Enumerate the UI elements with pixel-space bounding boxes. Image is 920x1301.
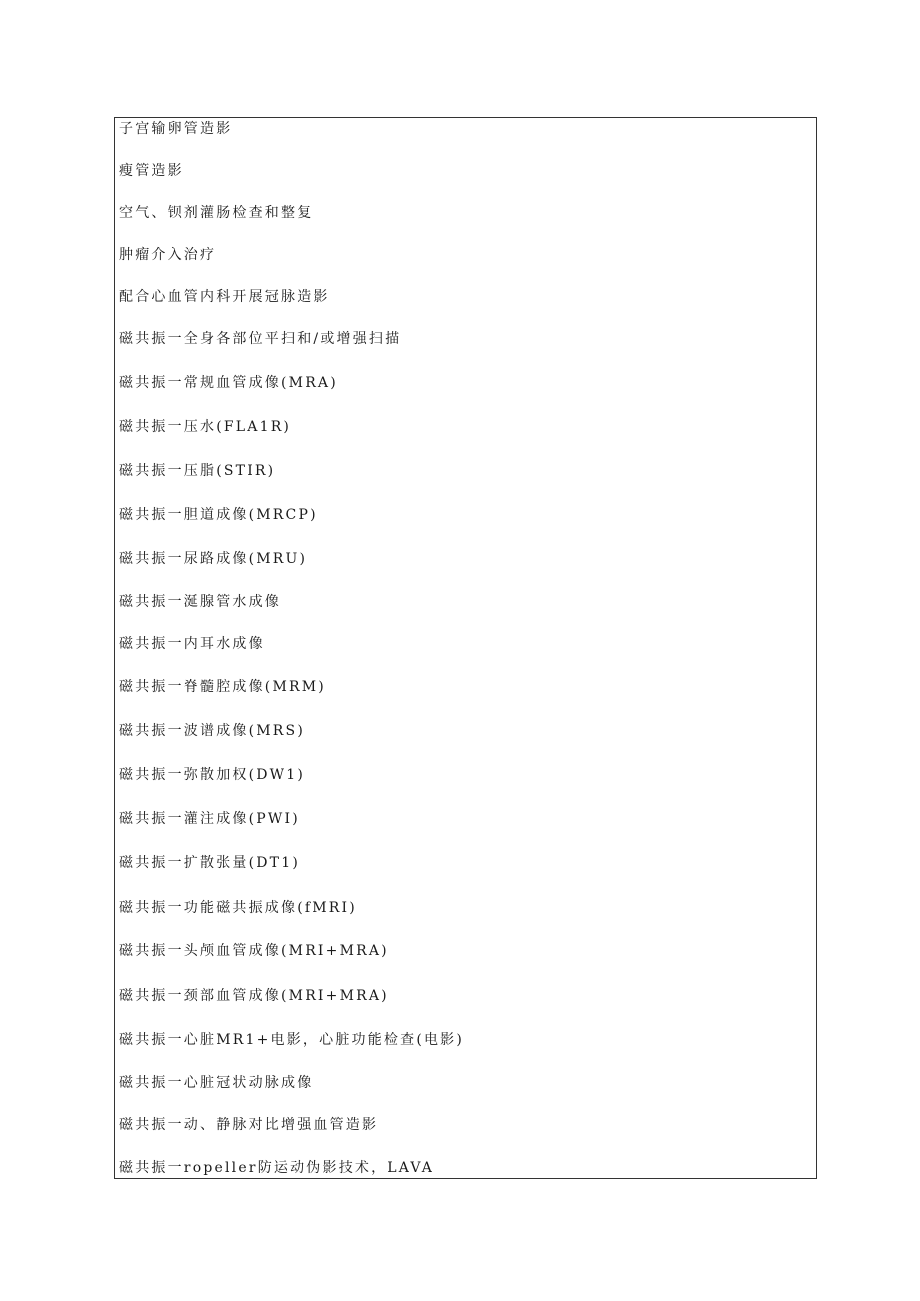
- list-item: 磁共振一脊髓腔成像(MRM): [119, 679, 326, 695]
- list-item: 磁共振一压水(FLA1R): [119, 419, 292, 435]
- list-item: 磁共振一涎腺管水成像: [119, 594, 281, 610]
- list-item: 肿瘤介入治疗: [119, 247, 217, 263]
- list-item: 子宫输卵管造影: [119, 121, 233, 137]
- list-item: 磁共振一颈部血管成像(MRI+MRA): [119, 988, 389, 1004]
- list-item: 磁共振一ropeller防运动伪影技术，LAVA: [119, 1160, 435, 1176]
- list-item: 空气、钡剂灌肠检查和整复: [119, 205, 314, 221]
- list-item: 磁共振一弥散加权(DW1): [119, 767, 306, 783]
- list-item: 磁共振一扩散张量(DT1): [119, 855, 300, 871]
- list-item: 磁共振一波谱成像(MRS): [119, 723, 305, 739]
- list-item: 磁共振一压脂(STIR): [119, 463, 276, 479]
- list-item: 磁共振一头颅血管成像(MRI+MRA): [119, 943, 389, 959]
- list-item: 磁共振一心脏冠状动脉成像: [119, 1075, 314, 1091]
- list-item: 磁共振一胆道成像(MRCP): [119, 507, 318, 523]
- list-item: 磁共振一尿路成像(MRU): [119, 551, 308, 567]
- list-item: 磁共振一内耳水成像: [119, 636, 265, 652]
- list-item: 磁共振一动、静脉对比增强血管造影: [119, 1117, 379, 1133]
- list-item: 磁共振一功能磁共振成像(fMRI): [119, 900, 357, 916]
- list-item: 磁共振一常规血管成像(MRA): [119, 375, 338, 391]
- list-item: 磁共振一心脏MR1+电影，心脏功能检查(电影): [119, 1032, 465, 1048]
- list-item: 磁共振一灌注成像(PWI): [119, 811, 300, 827]
- list-item: 磁共振一全身各部位平扫和/或增强扫描: [119, 331, 402, 347]
- list-item: 瘦管造影: [119, 163, 184, 179]
- list-item: 配合心血管内科开展冠脉造影: [119, 289, 330, 305]
- procedure-list-box: [114, 117, 817, 1179]
